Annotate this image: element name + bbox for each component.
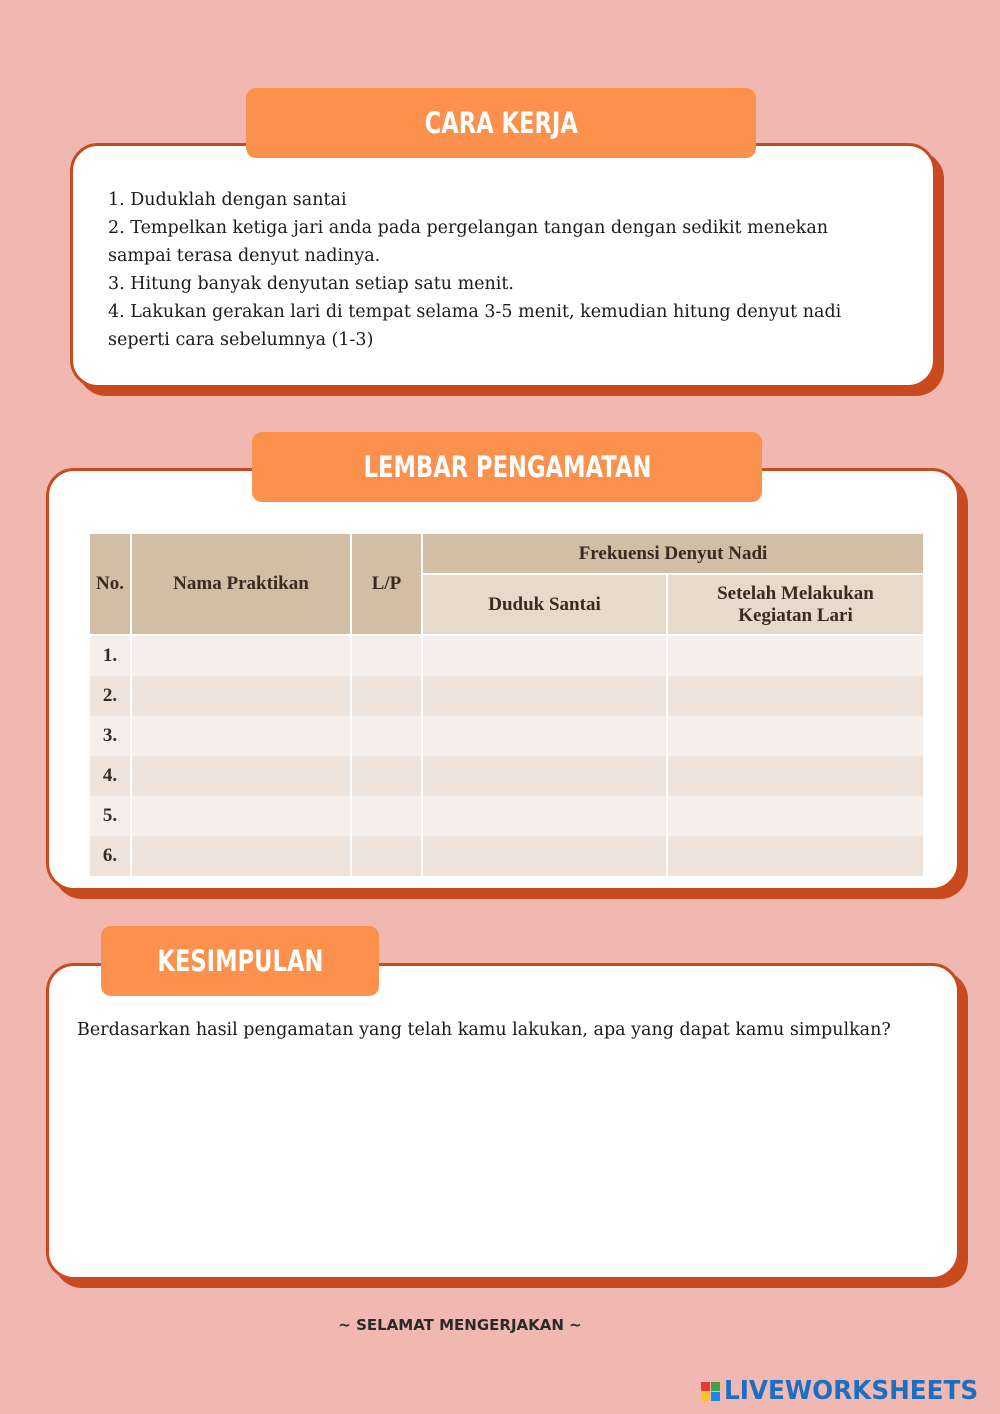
setelah-cell[interactable] [667, 716, 924, 756]
header-lp: L/P [351, 534, 422, 635]
lp-cell[interactable] [351, 756, 422, 796]
table-row [90, 756, 924, 796]
table-row [90, 635, 924, 676]
step-item: 4. Lakukan gerakan lari di tempat selama 3-5 menit, kemudian hitung denyut nadi seperti cara sebelumnya (1-3) [108, 302, 842, 350]
header-no: No. [90, 534, 131, 635]
nama-cell[interactable] [131, 756, 351, 796]
header-setelah-line2: Kegiatan Lari [738, 604, 853, 626]
header-frekuensi: Frekuensi Denyut Nadi [422, 534, 924, 574]
row-number: 6. [90, 836, 131, 876]
duduk-cell[interactable] [422, 676, 667, 716]
nama-cell[interactable] [131, 635, 351, 676]
table-row [90, 796, 924, 836]
kesimpulan-question: Berdasarkan hasil pengamatan yang telah kamu lakukan, apa yang dapat kamu simpulkan? [77, 1020, 891, 1040]
header-duduk-santai: Duduk Santai [422, 574, 667, 635]
header-setelah-line1: Setelah Melakukan [717, 582, 874, 604]
table-row [90, 676, 924, 716]
cara-kerja-title-tab [246, 88, 756, 158]
lp-cell[interactable] [351, 635, 422, 676]
lp-cell[interactable] [351, 796, 422, 836]
cara-kerja-title: CARA KERJA [424, 106, 578, 140]
kesimpulan-title-tab [101, 926, 379, 996]
step-item: 2. Tempelkan ketiga jari anda pada pergelangan tangan dengan sedikit menekan sampai terasa denyut nadinya. [108, 218, 829, 266]
kesimpulan-title: KESIMPULAN [156, 944, 323, 978]
setelah-cell[interactable] [667, 756, 924, 796]
row-number: 4. [90, 756, 131, 796]
nama-cell[interactable] [131, 716, 351, 756]
observation-table [90, 534, 925, 876]
duduk-cell[interactable] [422, 635, 667, 676]
liveworksheets-logo-icon [701, 1382, 720, 1401]
brand-name: LIVEWORKSHEETS [724, 1376, 979, 1406]
header-nama-praktikan: Nama Praktikan [131, 534, 351, 635]
liveworksheets-brand [701, 1376, 992, 1406]
kesimpulan-card[interactable] [46, 963, 960, 1280]
duduk-cell[interactable] [422, 836, 667, 876]
nama-cell[interactable] [131, 836, 351, 876]
duduk-cell[interactable] [422, 756, 667, 796]
setelah-cell[interactable] [667, 676, 924, 716]
lp-cell[interactable] [351, 676, 422, 716]
step-item: 1. Duduklah dengan santai [108, 190, 347, 210]
duduk-cell[interactable] [422, 796, 667, 836]
table-row [90, 716, 924, 756]
duduk-cell[interactable] [422, 716, 667, 756]
step-item: 3. Hitung banyak denyutan setiap satu menit. [108, 274, 514, 294]
setelah-cell[interactable] [667, 796, 924, 836]
header-setelah-lari [667, 574, 924, 635]
cara-kerja-steps [108, 186, 888, 354]
setelah-cell[interactable] [667, 635, 924, 676]
closing-text: ~ SELAMAT MENGERJAKAN ~ [338, 1316, 582, 1334]
nama-cell[interactable] [131, 676, 351, 716]
row-number: 5. [90, 796, 131, 836]
table-row [90, 836, 924, 876]
lp-cell[interactable] [351, 836, 422, 876]
row-number: 1. [90, 635, 131, 676]
lp-cell[interactable] [351, 716, 422, 756]
lembar-pengamatan-title-tab [252, 432, 762, 502]
row-number: 2. [90, 676, 131, 716]
nama-cell[interactable] [131, 796, 351, 836]
lembar-pengamatan-title: LEMBAR PENGAMATAN [363, 450, 651, 484]
setelah-cell[interactable] [667, 836, 924, 876]
row-number: 3. [90, 716, 131, 756]
